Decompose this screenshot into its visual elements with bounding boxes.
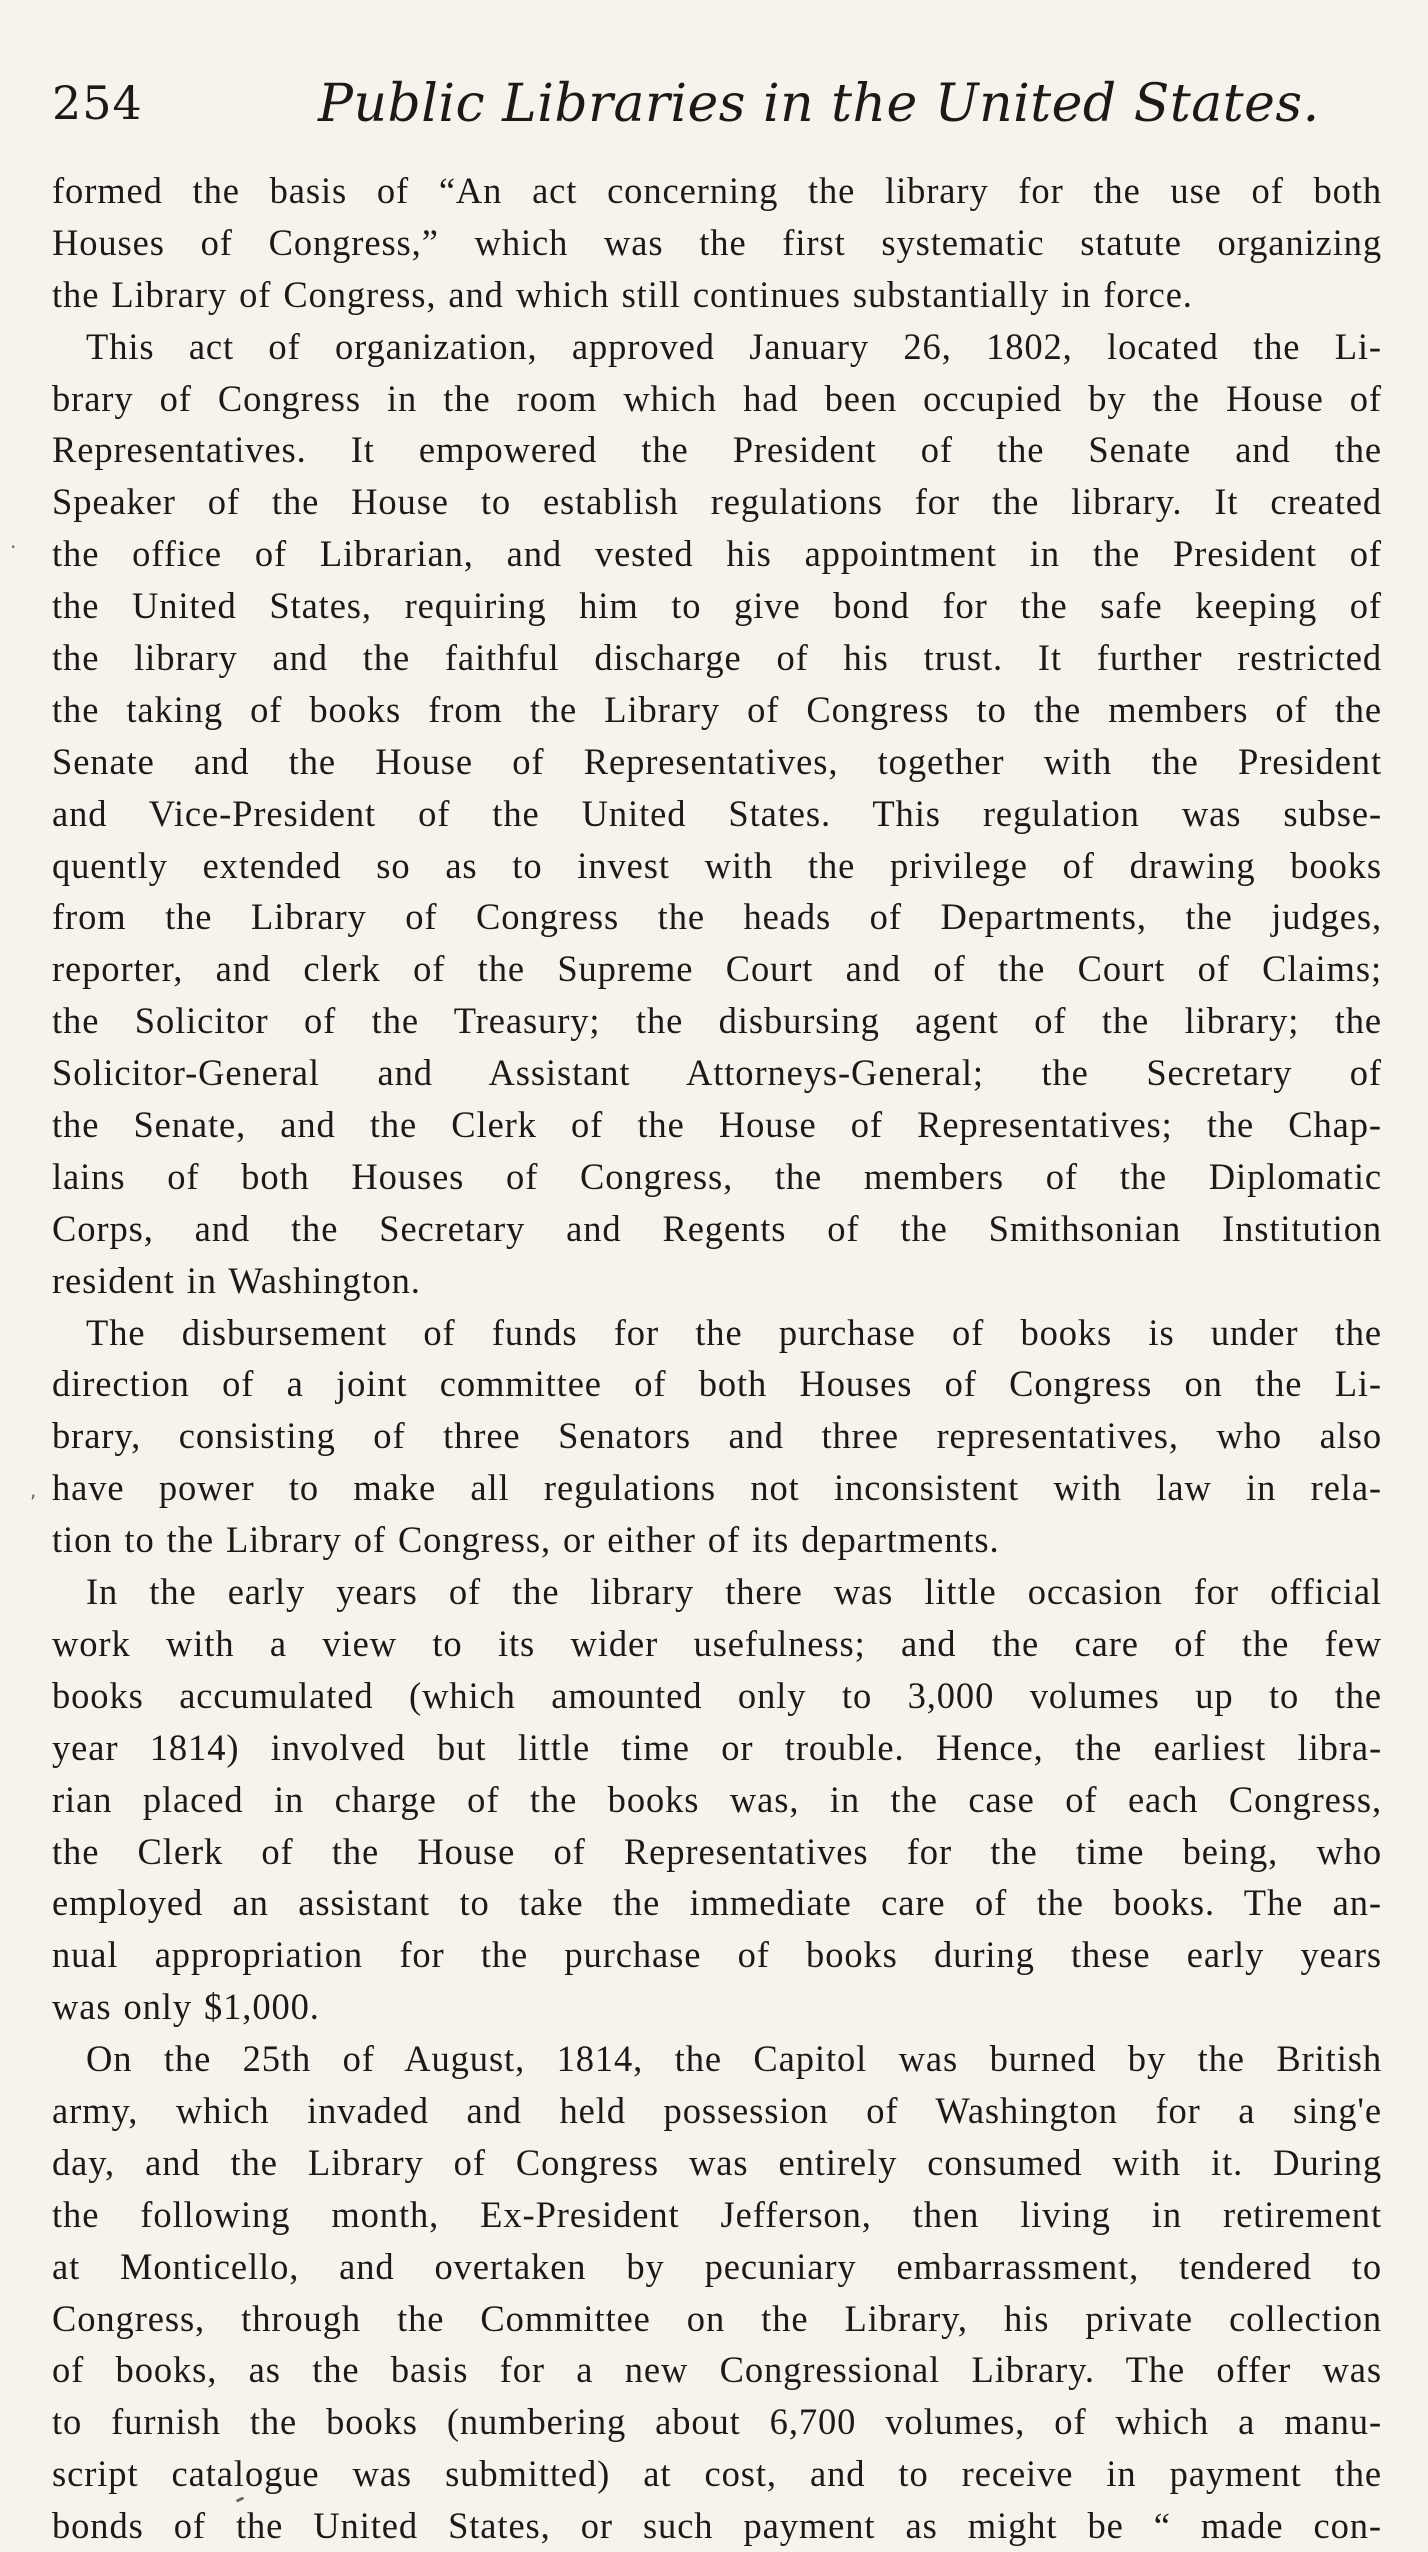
text-line: of books, as the basis for a new Congressional Library. The offer was — [52, 2349, 1382, 2391]
text-line: day, and the Library of Congress was entirely consumed with it. During — [52, 2141, 1382, 2183]
text-line: year 1814) involved but little time or trouble. Hence, the earliest libra- — [52, 1726, 1382, 1768]
text-line: Corps, and the Secretary and Regents of the Smithsonian Institution — [52, 1207, 1382, 1249]
text-line: On the 25th of August, 1814, the Capitol was burned by the British — [86, 2038, 1382, 2080]
text-line: quently extended so as to invest with the privilege of drawing books — [52, 844, 1382, 886]
paragraph — [52, 2033, 1382, 2552]
text-line: the Clerk of the House of Representatives for the time being, who — [52, 1830, 1382, 1872]
paragraph — [52, 1566, 1382, 2033]
text-line: brary, consisting of three Senators and three representatives, who also — [52, 1415, 1382, 1457]
text-line: the Solicitor of the Treasury; the disbursing agent of the library; the — [52, 1000, 1382, 1042]
body-text — [52, 165, 1382, 2552]
text-line: direction of a joint committee of both Houses of Congress on the Li- — [52, 1363, 1382, 1405]
text-line: lains of both Houses of Congress, the members of the Diplomatic — [52, 1155, 1382, 1197]
text-line: tion to the Library of Congress, or either of its departments. — [52, 1519, 1000, 1561]
paragraph — [52, 165, 1382, 321]
text-line: the taking of books from the Library of Congress to the members of the — [52, 688, 1382, 730]
text-line: at Monticello, and overtaken by pecuniary embarrassment, tendered to — [52, 2245, 1382, 2287]
text-line: brary of Congress in the room which had been occupied by the House of — [52, 377, 1382, 419]
paragraph — [52, 321, 1382, 1307]
text-line: army, which invaded and held possession of Washington for a sing'e — [52, 2089, 1382, 2131]
text-line: rian placed in charge of the books was, in the case of each Congress, — [52, 1778, 1382, 1820]
running-title: Public Libraries in the United States. — [318, 74, 1320, 134]
text-line: This act of organization, approved January 26, 1802, located the Li- — [86, 325, 1382, 367]
text-line: to furnish the books (numbering about 6,700 volumes, of which a manu- — [52, 2401, 1382, 2443]
text-line: reporter, and clerk of the Supreme Court and of the Court of Claims; — [52, 948, 1382, 990]
text-line: Speaker of the House to establish regulations for the library. It created — [52, 481, 1382, 523]
text-line: Houses of Congress,” which was the first systematic statute organizing — [52, 221, 1382, 263]
text-line: Representatives. It empowered the President of the Senate and the — [52, 429, 1382, 471]
text-line: employed an assistant to take the immediate care of the books. The an- — [52, 1882, 1382, 1924]
page-number: 254 — [52, 76, 143, 130]
margin-speck: , — [30, 1478, 37, 1502]
text-line: Senate and the House of Representatives, together with the President — [52, 740, 1382, 782]
text-line: formed the basis of “An act concerning the library for the use of both — [52, 170, 1382, 211]
margin-speck: · — [10, 535, 17, 559]
text-line: books accumulated (which amounted only to 3,000 volumes up to the — [52, 1674, 1382, 1716]
text-line: nual appropriation for the purchase of books during these early years — [52, 1934, 1382, 1976]
text-line: the office of Librarian, and vested his appointment in the President of — [52, 533, 1382, 575]
text-line: from the Library of Congress the heads of Departments, the judges, — [52, 896, 1382, 938]
text-line: In the early years of the library there was little occasion for official — [86, 1571, 1382, 1613]
text-line: and Vice-President of the United States. This regulation was subse- — [52, 792, 1382, 834]
paragraph — [52, 1307, 1382, 1566]
text-line: have power to make all regulations not inconsistent with law in rela- — [52, 1467, 1382, 1509]
text-line: work with a view to its wider usefulness; and the care of the few — [52, 1622, 1382, 1664]
text-line: Solicitor-General and Assistant Attorneys-General; the Secretary of — [52, 1052, 1382, 1094]
text-line: the following month, Ex-President Jefferson, then living in retirement — [52, 2193, 1382, 2235]
text-line: script catalogue was submitted) at cost, and to receive in payment the — [52, 2453, 1382, 2495]
text-line: the Senate, and the Clerk of the House of Representatives; the Chap- — [52, 1104, 1382, 1146]
text-line: resident in Washington. — [52, 1259, 421, 1301]
text-line: the Library of Congress, and which still continues substantially in force. — [52, 273, 1193, 315]
running-head — [52, 70, 1382, 140]
text-line: the library and the faithful discharge of his trust. It further restricted — [52, 637, 1382, 679]
text-line: The disbursement of funds for the purchase of books is under the — [86, 1311, 1382, 1353]
text-line: was only $1,000. — [52, 1986, 320, 2028]
text-line: the United States, requiring him to give bond for the safe keeping of — [52, 585, 1382, 627]
text-line: Congress, through the Committee on the Library, his private collection — [52, 2297, 1382, 2339]
text-line: bonds of the United States, or such payment as might be “ made con- — [52, 2505, 1382, 2547]
